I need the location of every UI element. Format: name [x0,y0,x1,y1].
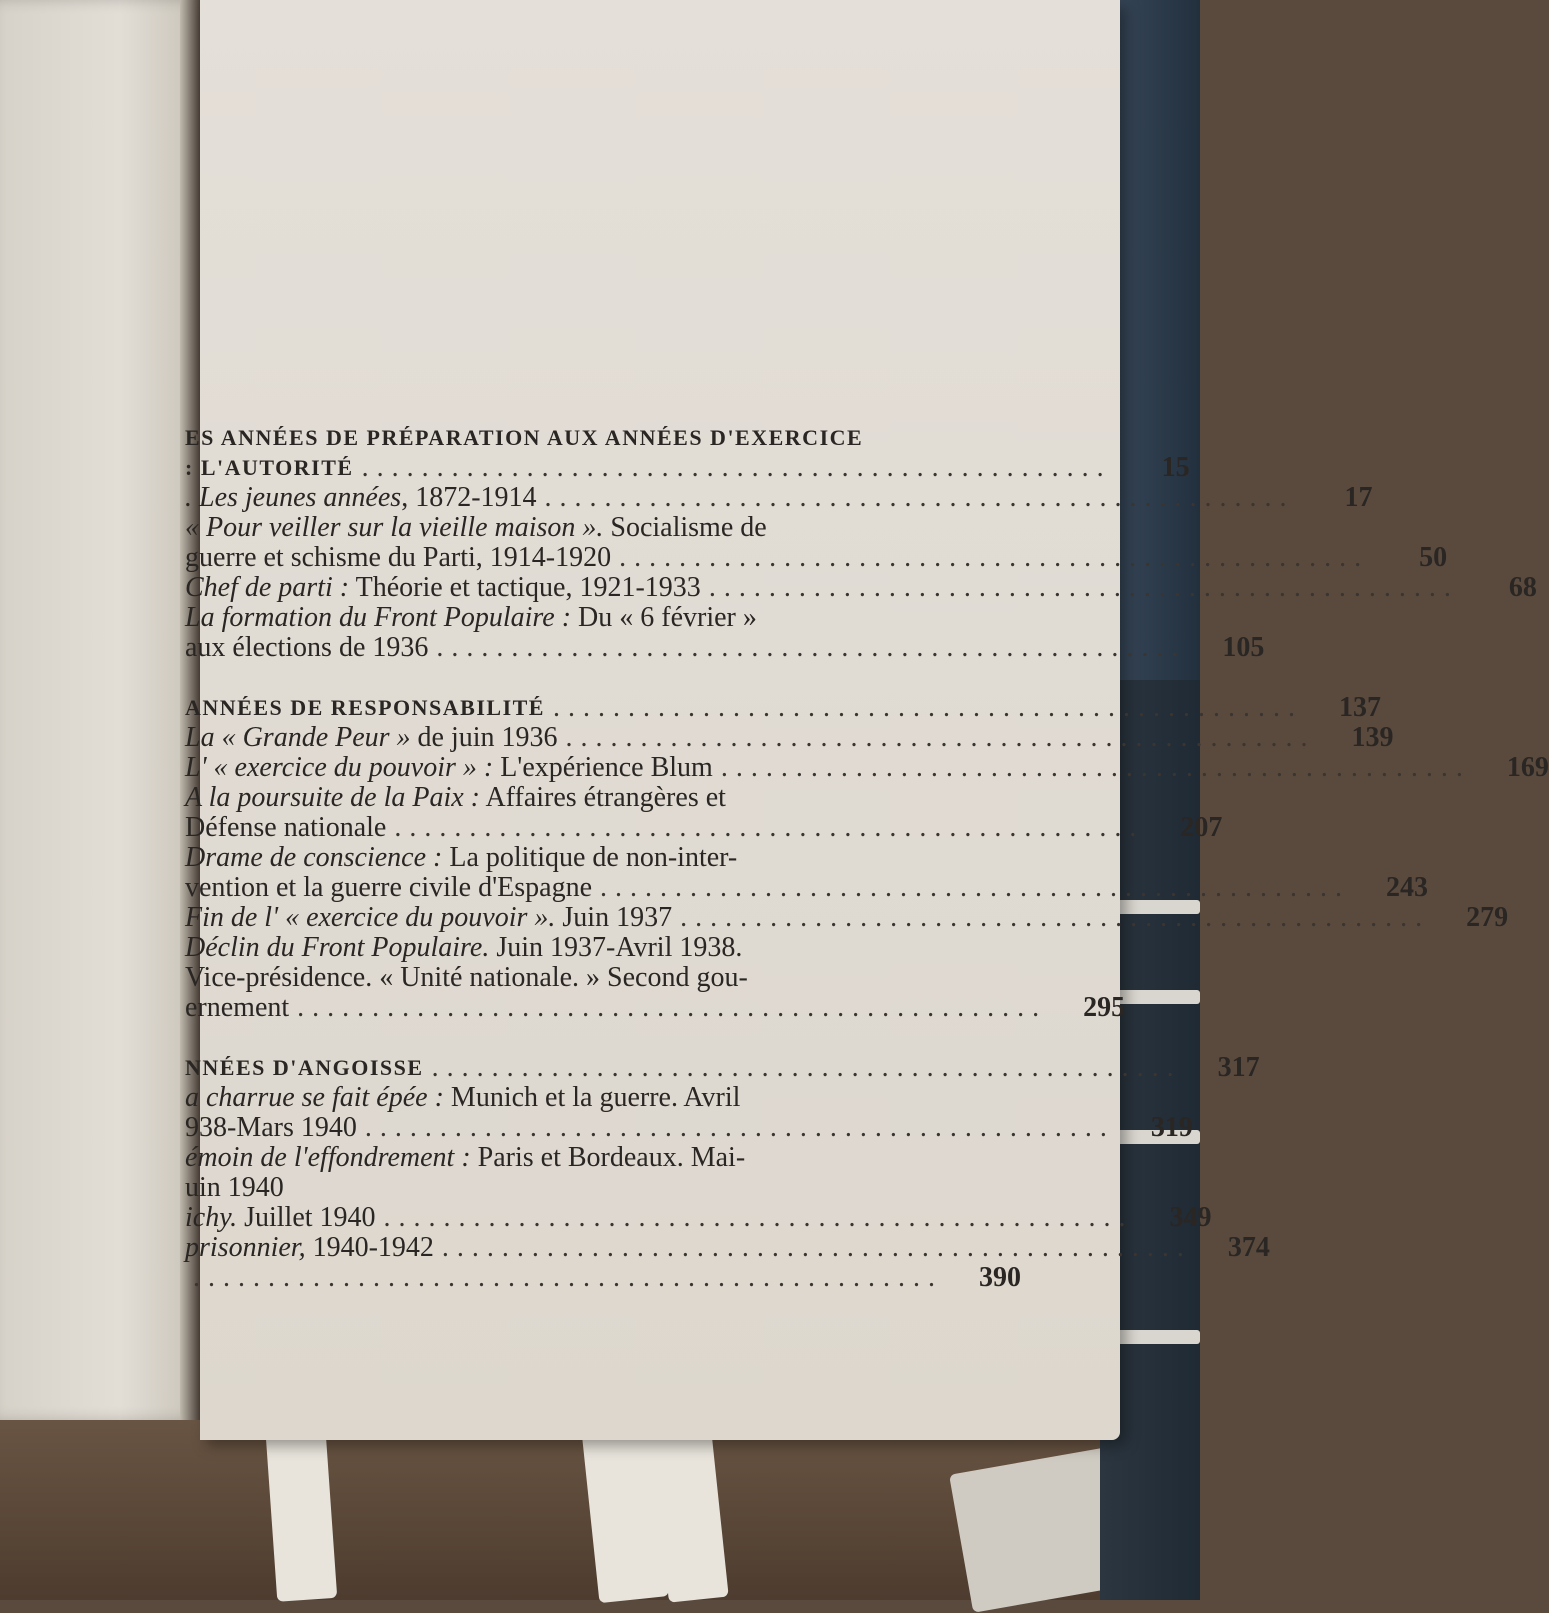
entry-continuation: Défense nationale [185,812,387,843]
entry-text: ANNÉES DE RESPONSABILITÉ [185,695,545,720]
page-number: 317 [1217,1052,1260,1083]
entry-continuation: vention et la guerre civile d'Espagne [185,872,592,903]
toc-entry [185,1052,1260,1083]
entry-italic: Fin de l' « exercice du pouvoir ». [185,902,556,933]
dot-leader: .................................................. [720,752,1471,783]
entry-text [185,903,672,933]
entry-italic: La « Grande Peur » [185,722,411,753]
entry-italic: ichy. [185,1202,238,1233]
entry-italic: émoin de l'effondrement : [185,1142,471,1173]
entry-continuation: guerre et schisme du Parti, 1914-1920 [185,542,612,573]
entry-plain: Juin 1937-Avril 1938. [489,932,743,963]
entry-plain: L'expérience Blum [493,752,713,783]
toc-entry [185,692,1381,723]
entry-plain: Juillet 1940 [237,1202,376,1233]
entry-text [185,513,905,543]
toc-entry [185,1202,1212,1233]
entry-plain: de juin 1936 [410,722,558,753]
dot-leader: .................................................. [394,812,1145,843]
toc-entry [185,992,1126,1023]
toc-entry [185,872,1428,903]
dot-leader: .................................................. [441,1232,1192,1263]
entry-continuation: 938-Mars 1940 [185,1112,357,1143]
entry-continuation: uin 1940 [185,1172,284,1203]
page-number: 390 [979,1262,1021,1293]
dot-leader: .................................................. [708,572,1459,603]
entry-plain: Vice-présidence. « Unité nationale. » Second gou- [185,962,748,993]
page-number: 279 [1466,902,1509,933]
dot-leader: .................................................. [436,632,1187,663]
page-number: 169 [1506,752,1549,783]
toc-entry [185,1232,1270,1263]
entry-text [185,483,537,513]
page-number: 50 [1419,542,1448,573]
shelf-slot [1110,1330,1200,1344]
entry-text [185,933,905,963]
dot-leader: .................................................. [544,482,1295,513]
page-number: 207 [1180,812,1223,843]
dot-leader: .................................................. [600,872,1350,903]
entry-plain: La politique de non-inter- [442,842,738,873]
entry-italic: Chef de parti : [185,572,350,603]
entry-continuation: aux élections de 1936 [185,632,429,663]
dot-leader: .................................................. [619,542,1370,573]
page-number: 137 [1338,692,1381,723]
entry-text [185,603,905,633]
toc-entry [185,1112,1193,1143]
page-number: 319 [1150,1112,1193,1143]
toc-entry [185,632,1265,663]
dot-leader: .................................................. [383,1202,1134,1233]
dot-leader: .................................................. [431,1052,1182,1083]
entry-italic: a charrue se fait épée : [185,1082,444,1113]
entry-text [185,1233,434,1263]
entry-plain: Socialisme de [603,512,767,543]
entry-plain: Du « 6 février » [571,602,757,633]
toc-entry [185,752,1549,783]
dot-leader: .................................................. [680,902,1431,933]
page-number: 68 [1508,572,1537,603]
entry-italic: Déclin du Front Populaire. [185,932,490,963]
page-number: 17 [1344,482,1373,513]
page-number: 139 [1351,722,1394,753]
entry-text [185,1143,905,1173]
toc-entry [185,902,1509,933]
entry-plain: Munich et la guerre. Avril [443,1082,741,1113]
entry-italic: A la poursuite de la Paix : [185,782,480,813]
entry-text: : L'AUTORITÉ [185,455,354,480]
toc-entry [185,572,1537,603]
entry-continuation: ernement [185,992,290,1023]
entry-plain: Juin 1937 [555,902,673,933]
page-number: 105 [1222,632,1265,663]
page-number: 374 [1227,1232,1270,1263]
entry-text [185,1083,905,1113]
entry-italic: La formation du Front Populaire : [185,602,572,633]
entry-text [185,783,905,813]
page-number: 15 [1161,452,1190,483]
entry-text [185,843,905,873]
toc-entry [185,1262,1021,1293]
dot-leader: .................................................. [297,992,1048,1023]
page-number: 349 [1169,1202,1212,1233]
entry-italic: L' « exercice du pouvoir » : [185,752,494,783]
section-title: ES ANNÉES DE PRÉPARATION AUX ANNÉES D'EXERCICE [185,425,864,450]
entry-text [185,573,701,603]
entry-text: NNÉES D'ANGOISSE [185,1055,424,1080]
entry-plain: , 1872-1914 [401,482,537,513]
dot-leader: .................................................. [364,1112,1115,1143]
entry-plain: Affaires étrangères et [480,782,726,813]
entry-plain: Théorie et tactique, 1921-1933 [349,572,701,603]
entry-plain: 1940-1942 [305,1232,434,1263]
entry-italic: « Pour veiller sur la vieille maison ». [185,512,604,543]
dot-leader: .................................................. [361,452,1112,483]
dot-leader: .................................................. [565,722,1316,753]
entry-text [185,1203,376,1233]
toc-entry [185,722,1394,753]
table-of-contents [185,425,1549,1293]
page-number: 295 [1083,992,1126,1023]
entry-text [185,723,558,753]
dot-leader: .................................................. [552,692,1303,723]
entry-italic: Drame de conscience : [185,842,443,873]
dot-leader: .................................................. [193,1262,943,1293]
left-page [0,0,200,1420]
entry-italic: prisonnier, [185,1232,306,1263]
entry-italic: . Les jeunes années [185,482,402,513]
toc-entry [185,452,1190,483]
toc-entry [185,542,1448,573]
toc-entry [185,482,1373,513]
entry-plain: Paris et Bordeaux. Mai- [470,1142,746,1173]
toc-entry [185,812,1223,843]
page-number: 243 [1386,872,1428,903]
entry-text [185,753,713,783]
entry-text [185,963,905,993]
